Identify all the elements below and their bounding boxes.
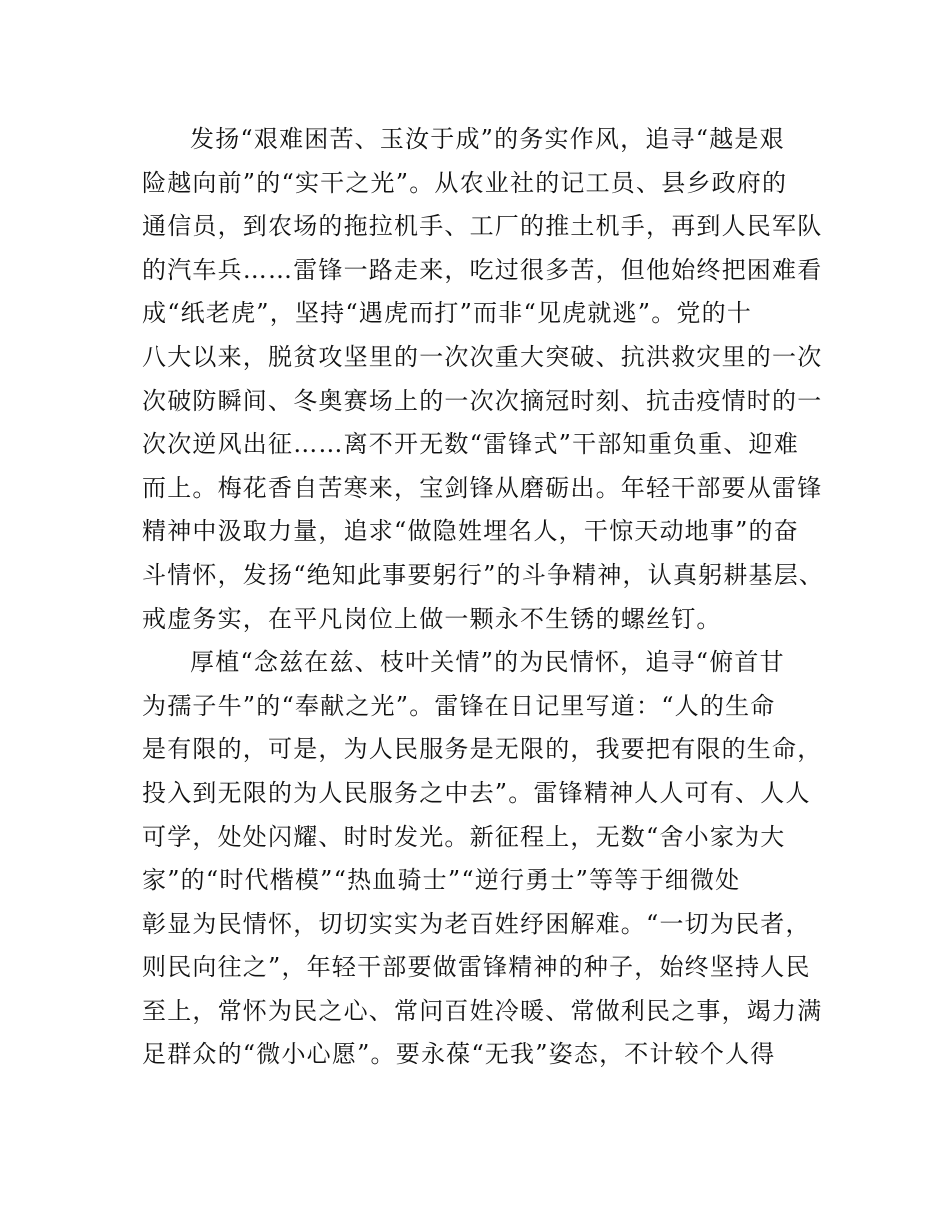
text-line: 戒虚务实，在平凡岗位上做一颗永不生锈的螺丝钉。 (142, 604, 722, 633)
text-line: 至上，常怀为民之心、常问百姓冷暖、常做利民之事，竭力满 (142, 996, 823, 1025)
text-line: 的汽车兵……雷锋一路走来，吃过很多苦，但他始终把困难看 (142, 255, 823, 284)
text-line: 投入到无限的为人民服务之中去”。雷锋精神人人可有、人人 (142, 778, 811, 807)
text-line: 成“纸老虎”，坚持“遇虎而打”而非“见虎就逃”。党的十 (142, 299, 753, 328)
text-line: 彰显为民情怀，切切实实为老百姓纾困解难。“一切为民者， (142, 909, 811, 938)
body-text (142, 118, 832, 1077)
text-line: 通信员，到农场的拖拉机手、工厂的推土机手，再到人民军队 (142, 212, 823, 241)
text-line: 为孺子牛”的“奉献之光”。雷锋在日记里写道：“人的生命 (142, 691, 776, 720)
paragraph (142, 118, 832, 641)
text-line: 足群众的“微小心愿”。要永葆“无我”姿态，不计较个人得 (142, 1040, 776, 1069)
text-line: 斗情怀，发扬“绝知此事要躬行”的斗争精神，认真躬耕基层、 (142, 560, 825, 589)
text-line: 险越向前”的“实干之光”。从农业社的记工员、县乡政府的 (142, 168, 788, 197)
text-line: 次次逆风出征……离不开无数“雷锋式”干部知重负重、迎难 (142, 430, 799, 459)
text-line: 是有限的，可是，为人民服务是无限的，我要把有限的生命， (142, 735, 823, 764)
text-line: 精神中汲取力量，追求“做隐姓埋名人，干惊天动地事”的奋 (142, 517, 799, 546)
text-line: 次破防瞬间、冬奥赛场上的一次次摘冠时刻、抗击疫情时的一 (142, 386, 823, 415)
text-line: 而上。梅花香自苦寒来，宝剑锋从磨砺出。年轻干部要从雷锋 (142, 473, 823, 502)
text-line: 厚植“念兹在兹、枝叶关情”的为民情怀，追寻“俯首甘 (190, 648, 785, 677)
text-line: 八大以来，脱贫攻坚里的一次次重大突破、抗洪救灾里的一次 (142, 342, 823, 371)
text-line: 发扬“艰难困苦、玉汝于成”的务实作风，追寻“越是艰 (190, 125, 785, 153)
text-line: 可学，处处闪耀、时时发光。新征程上，无数“舍小家为大 (142, 822, 786, 851)
text-line: 则民向往之”，年轻干部要做雷锋精神的种子，始终坚持人民 (142, 953, 811, 982)
paragraph (142, 641, 832, 1077)
text-line: 家”的“时代楷模”“热血骑士”“逆行勇士”等等于细微处 (142, 866, 741, 895)
